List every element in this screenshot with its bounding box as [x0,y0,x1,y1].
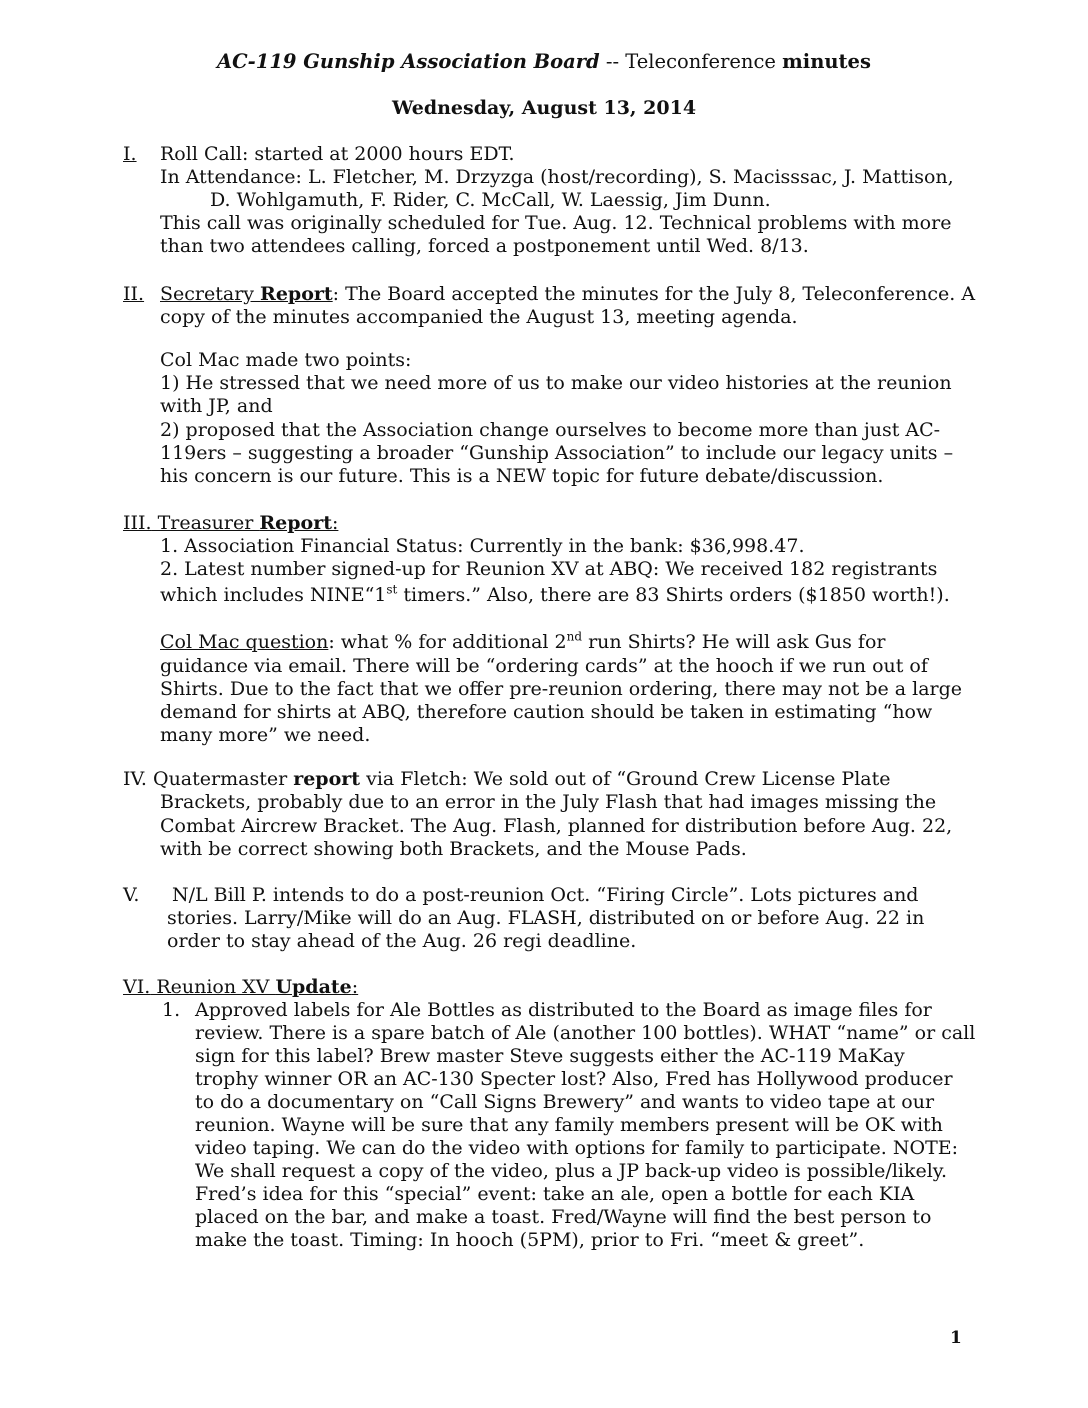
s3-question-line-5: many more” we need. [160,724,371,746]
s2-line-1 [160,283,975,306]
s3-line-3-a: which includes NINE“1 [160,584,387,606]
s3-head-b: Report [259,512,332,534]
s3-question-sup: nd [566,629,583,644]
s3-question-line-3: Shirts. Due to the fact that we offer pre-reunion ordering, there may not be a large [160,678,963,700]
s4-line-1-b: report [293,768,361,790]
document-title [0,50,1088,73]
s3-question-line-1 [160,631,885,654]
s3-question-head: Col Mac question [160,631,329,653]
s3-question-line-2: guidance via email. There will be “ordering cards” at the hooch if we run out of [160,655,928,677]
s6-item-number: 1. [162,999,181,1021]
section-4-number: IV. [123,768,147,790]
section-6-number: VI. [123,976,151,998]
title-rest: -- Teleconference [599,50,783,73]
s6-head-b: Update [275,976,352,998]
s6-line-11: make the toast. Timing: In hooch (5PM), prior to Fri. “meet & greet”. [195,1229,865,1251]
s3-head-c: : [332,512,339,534]
s4-line-4: with be correct showing both Brackets, and the Mouse Pads. [160,838,747,860]
document-date: Wednesday, August 13, 2014 [391,97,697,119]
s6-line-6: reunion. Wayne will be sure that any family members present will be OK with [195,1114,943,1136]
s4-line-1-a: Quatermaster [146,768,294,790]
s3-line-3 [160,584,950,607]
s2-line-5: with JP, and [160,395,273,417]
s6-line-5: to do a documentary on “Call Signs Brewery” and wants to video tape at our [195,1091,935,1113]
s6-line-10: placed on the bar, and make a toast. Fred/Wayne will find the best person to [195,1206,932,1228]
s1-line-3: D. Wohlgamuth, F. Rider, C. McCall, W. Laessig, Jim Dunn. [210,189,771,211]
s6-head-a: Reunion XV [150,976,276,998]
s4-line-3: Combat Aircrew Bracket. The Aug. Flash, planned for distribution before Aug. 22, [160,815,953,837]
s3-line-2: 2. Latest number signed-up for Reunion XV at ABQ: We received 182 registrants [160,558,938,580]
s3-line-3-b: timers.” Also, there are 83 Shirts orders ($1850 worth!). [397,584,950,606]
s3-line-3-sup: st [386,582,398,597]
s2-line-1-text: : The Board accepted the minutes for the July 8, Teleconference. A [332,283,976,305]
s2-line-8: his concern is our future. This is a NEW topic for future debate/discussion. [160,465,884,487]
s3-heading [123,512,338,535]
section-1-number: I. [123,143,137,165]
s1-line-1: Roll Call: started at 2000 hours EDT. [160,143,515,165]
s3-line-1: 1. Association Financial Status: Currently in the bank: $36,998.47. [160,535,805,557]
s5-line-2: stories. Larry/Mike will do an Aug. FLASH, distributed on or before Aug. 22 in [167,907,925,929]
s6-line-7: video taping. We can do the video with options for family to participate. NOTE: [195,1137,959,1159]
s2-head-a: Secretary [160,283,261,305]
s6-head-c: : [351,976,359,998]
s6-line-3: sign for this label? Brew master Steve suggests either the AC-119 MaKay [195,1045,905,1067]
section-5-number: V. [123,884,140,906]
s6-line-9: Fred’s idea for this “special” event: take an ale, open a bottle for each KIA [195,1183,915,1205]
s5-line-3: order to stay ahead of the Aug. 26 regi deadline. [167,930,637,952]
s2-line-6: 2) proposed that the Association change ourselves to become more than just AC- [160,419,941,441]
s2-line-3: Col Mac made two points: [160,349,412,371]
page-number: 1 [950,1328,962,1348]
s1-line-2: In Attendance: L. Fletcher, M. Drzyzga (host/recording), S. Macisssac, J. Mattison, [160,166,954,188]
s6-line-4: trophy winner OR an AC-130 Specter lost? Also, Fred has Hollywood producer [195,1068,953,1090]
s4-line-1-c: via Fletch: We sold out of “Ground Crew License Plate [360,768,891,790]
section-3-number: III. [123,512,152,534]
section-2-number: II. [123,283,145,305]
s3-question-1b: run Shirts? He will ask Gus for [582,631,886,653]
s1-line-5: than two attendees calling, forced a postponement until Wed. 8/13. [160,235,809,257]
s2-head-b: Report [260,283,333,305]
title-bold: AC-119 Gunship Association Board [217,50,600,73]
s2-line-2: copy of the minutes accompanied the August 13, meeting agenda. [160,306,798,328]
title-minutes: minutes [782,50,871,73]
s3-head-a: Treasurer [151,512,260,534]
s4-line-1 [123,768,891,791]
s4-line-2: Brackets, probably due to an error in the July Flash that had images missing the [160,791,937,813]
s6-heading [123,976,358,999]
s6-line-8: We shall request a copy of the video, plus a JP back-up video is possible/likely. [195,1160,948,1182]
s6-line-1: Approved labels for Ale Bottles as distributed to the Board as image files for [195,999,932,1021]
s3-question-line-4: demand for shirts at ABQ, therefore caution should be taken in estimating “how [160,701,933,723]
s1-line-4: This call was originally scheduled for Tue. Aug. 12. Technical problems with more [160,212,952,234]
s5-line-1: N/L Bill P. intends to do a post-reunion Oct. “Firing Circle”. Lots pictures and [172,884,919,906]
s2-line-4: 1) He stressed that we need more of us to make our video histories at the reunion [160,372,952,394]
s2-line-7: 119ers – suggesting a broader “Gunship Association” to include our legacy units – [160,442,954,464]
s6-line-2: review. There is a spare batch of Ale (another 100 bottles). WHAT “name” or call [195,1022,976,1044]
s3-question-1a: : what % for additional 2 [328,631,567,653]
